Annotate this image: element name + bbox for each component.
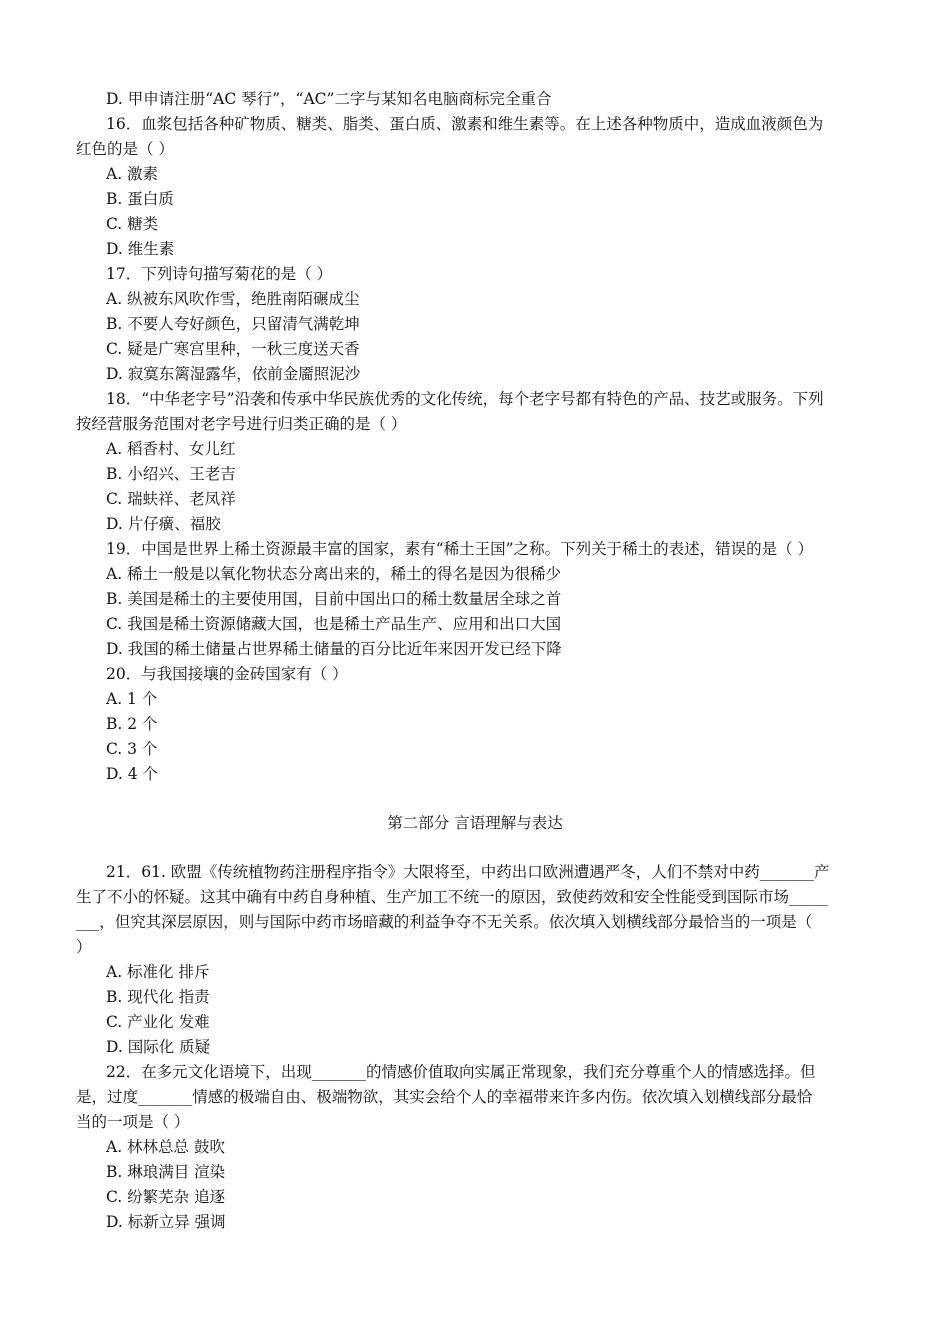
q22-option-c: C. 纷繁芜杂 追逐 <box>106 1188 226 1206</box>
q18-option-b: B. 小绍兴、王老吉 <box>106 465 236 483</box>
q18-option-c: C. 瑞蚨祥、老凤祥 <box>106 490 236 508</box>
q21-option-d: D. 国际化 质疑 <box>106 1038 211 1056</box>
q16-option-d: D. 维生素 <box>106 240 175 258</box>
q21-stem-line-3: ___，但究其深层原因，则与国际中药市场暗藏的利益争夺不无关系。依次填入划横线部分最恰当的一项是（ <box>76 913 813 931</box>
q17-option-d: D. 寂寞东篱湿露华，依前金靥照泥沙 <box>106 365 361 383</box>
q15-option-d: D. 甲申请注册“AC 琴行”，“AC”二字与某知名电脑商标完全重合 <box>106 90 552 108</box>
q19-option-c: C. 我国是稀土资源储藏大国，也是稀土产品生产、应用和出口大国 <box>106 615 562 633</box>
q21-stem-line-1: 21．61. 欧盟《传统植物药注册程序指令》大限将至，中药出口欧洲遭遇严冬，人们不禁对中药_______产 <box>106 863 830 881</box>
q18-option-d: D. 片仔癀、福胶 <box>106 515 221 533</box>
q16-option-c: C. 糖类 <box>106 215 159 233</box>
q18-option-a: A. 稻香村、女儿红 <box>106 440 236 458</box>
q21-stem-line-2: 生了不小的怀疑。这其中确有中药自身种植、生产加工不统一的原因，致使药效和安全性能受到国际市场_____ <box>76 888 828 906</box>
q17-stem: 17．下列诗句描写菊花的是（ ） <box>106 265 333 283</box>
q20-option-d: D. 4 个 <box>106 765 159 783</box>
q19-option-d: D. 我国的稀土储量占世界稀土储量的百分比近年来因开发已经下降 <box>106 640 562 658</box>
q19-option-a: A. 稀土一般是以氧化物状态分离出来的，稀土的得名是因为很稀少 <box>106 565 562 583</box>
q20-stem: 20．与我国接壤的金砖国家有（ ） <box>106 665 348 683</box>
q21-option-b: B. 现代化 指责 <box>106 988 210 1006</box>
q19-option-b: B. 美国是稀土的主要使用国，目前中国出口的稀土数量居全球之首 <box>106 590 562 608</box>
q22-stem-line-1: 22．在多元文化语境下，出现_______的情感价值取向实属正常现象，我们充分尊重个人的情感选择。但 <box>106 1063 816 1081</box>
q22-option-a: A. 林林总总 鼓吹 <box>106 1138 225 1156</box>
q17-option-b: B. 不要人夸好颜色，只留清气满乾坤 <box>106 315 360 333</box>
q22-option-d: D. 标新立异 强调 <box>106 1213 226 1231</box>
q16-stem-line-1: 16．血浆包括各种矿物质、糖类、脂类、蛋白质、激素和维生素等。在上述各种物质中，造成血液颜色为 <box>106 115 824 133</box>
q20-option-a: A. 1 个 <box>106 690 158 708</box>
q18-stem-line-2: 按经营服务范围对老字号进行归类正确的是（ ） <box>76 415 407 433</box>
q18-stem-line-1: 18．“中华老字号”沿袭和传承中华民族优秀的文化传统，每个老字号都有特色的产品、技艺或服务。下列 <box>106 390 824 408</box>
q22-stem-line-2: 是，过度_______情感的极端自由、极端物欲，其实会给个人的幸福带来许多内伤。依次填入划横线部分最恰 <box>76 1088 813 1106</box>
section-title: 第二部分 言语理解与表达 <box>387 814 563 832</box>
q16-stem-line-2: 红色的是（ ） <box>76 140 174 158</box>
q22-stem-line-3: 当的一项是（ ） <box>76 1113 190 1131</box>
q20-option-c: C. 3 个 <box>106 740 158 758</box>
q16-option-b: B. 蛋白质 <box>106 190 174 208</box>
q21-option-c: C. 产业化 发难 <box>106 1013 210 1031</box>
q17-option-c: C. 疑是广寒宫里种，一秋三度送天香 <box>106 340 360 358</box>
q22-option-b: B. 琳琅满目 渲染 <box>106 1163 226 1181</box>
q17-option-a: A. 纵被东风吹作雪，绝胜南陌碾成尘 <box>106 290 360 308</box>
q21-stem-line-4: ） <box>76 938 92 956</box>
q20-option-b: B. 2 个 <box>106 715 158 733</box>
q19-stem: 19．中国是世界上稀土资源最丰富的国家，素有“稀土王国”之称。下列关于稀土的表述，错误的是（ ） <box>106 540 814 558</box>
q16-option-a: A. 激素 <box>106 165 159 183</box>
q21-option-a: A. 标准化 排斥 <box>106 963 210 981</box>
